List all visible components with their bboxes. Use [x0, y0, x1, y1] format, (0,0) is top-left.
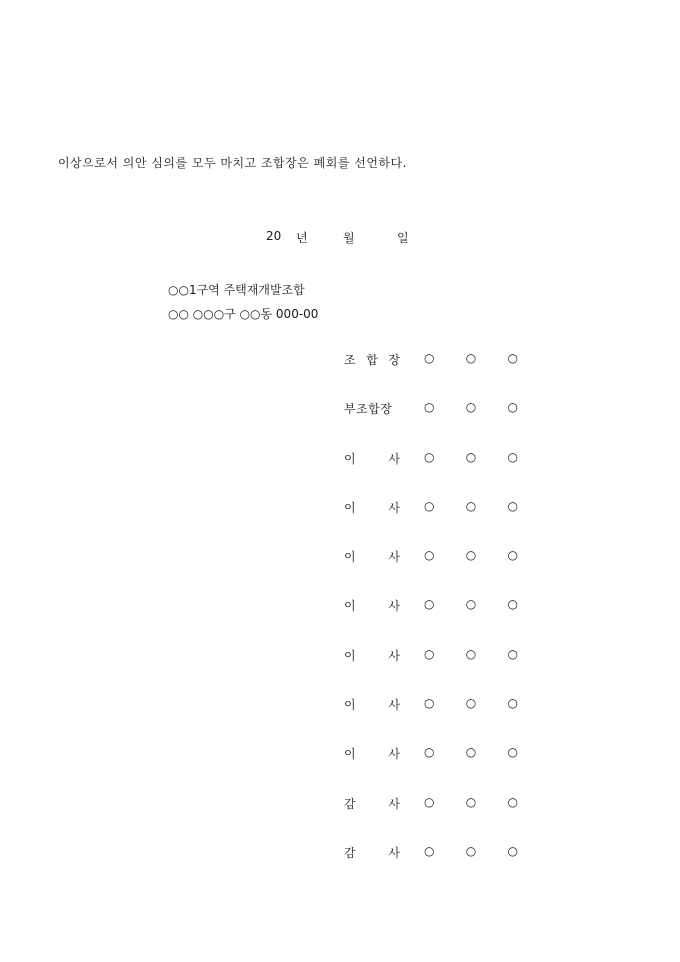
- signer-name-char: ○: [507, 646, 518, 661]
- signer-name: [424, 647, 518, 661]
- organization-block: [168, 278, 318, 326]
- signer-name-char: ○: [424, 400, 435, 415]
- signer-name-char: ○: [424, 449, 435, 464]
- signer-name-char: ○: [465, 696, 477, 711]
- signer-title: [344, 844, 400, 861]
- signer-row: [344, 745, 544, 794]
- signer-title-char: 감: [344, 796, 356, 811]
- signer-title-char: 사: [388, 550, 400, 565]
- signer-title-char: 조: [344, 353, 356, 367]
- signer-row: [344, 795, 544, 844]
- signer-title: [344, 597, 400, 614]
- signer-name: [424, 795, 518, 809]
- signer-title: [344, 400, 400, 417]
- signer-name-char: ○: [465, 548, 477, 563]
- signer-name-char: ○: [424, 696, 435, 711]
- signer-name: [424, 597, 518, 611]
- signer-title-char: 이: [344, 698, 356, 713]
- signer-name: [424, 696, 518, 710]
- signer-name-char: ○: [507, 449, 518, 464]
- signer-row: [344, 597, 544, 646]
- signer-title-char: 이: [344, 648, 356, 663]
- signer-title-char: 사: [388, 648, 400, 663]
- signer-name-char: ○: [424, 498, 435, 513]
- signer-name: [424, 745, 518, 759]
- signer-name-char: ○: [465, 351, 477, 365]
- signer-name: [424, 400, 518, 414]
- signer-name-char: ○: [424, 548, 435, 563]
- organization-name: ○○1구역 주택재개발조합: [168, 283, 305, 297]
- signer-title-char: 이: [344, 500, 356, 515]
- date-year-unit: 년: [296, 231, 308, 245]
- signer-title-char: 사: [388, 747, 400, 762]
- signer-title-text: 부조합장: [344, 402, 393, 417]
- signer-title-char: 감: [344, 845, 356, 860]
- signer-name-char: ○: [424, 597, 435, 612]
- signer-title: [344, 696, 400, 713]
- signer-name-char: ○: [424, 745, 435, 760]
- signer-row: [344, 499, 544, 548]
- signer-name-char: ○: [507, 597, 518, 612]
- signer-name-char: ○: [424, 351, 435, 365]
- signer-name-char: ○: [424, 843, 435, 858]
- signer-row: [344, 844, 544, 893]
- signer-name: [424, 548, 518, 562]
- signer-title: [344, 745, 400, 762]
- signer-title: [344, 647, 400, 664]
- signer-name-char: ○: [465, 745, 477, 760]
- signer-name-char: ○: [465, 597, 477, 612]
- signer-name: [424, 351, 518, 365]
- signer-name-char: ○: [424, 646, 435, 661]
- signer-name-char: ○: [465, 843, 477, 858]
- signer-name-char: ○: [507, 498, 518, 513]
- signer-title-char: 사: [388, 845, 400, 860]
- signer-name-char: ○: [424, 794, 435, 809]
- signer-name-char: ○: [507, 843, 518, 858]
- signer-row: [344, 450, 544, 499]
- signer-title-char: 사: [388, 500, 400, 515]
- signer-title-char: 합: [366, 353, 378, 367]
- signer-title-char: 사: [388, 698, 400, 713]
- signer-title-char: 이: [344, 747, 356, 762]
- signer-name-char: ○: [507, 696, 518, 711]
- closing-statement: 이상으로서 의안 심의를 모두 마치고 조합장은 폐회를 선언하다.: [58, 156, 407, 170]
- signer-title-char: 이: [344, 451, 356, 466]
- signer-name-char: ○: [507, 351, 518, 365]
- signer-title: [344, 351, 400, 368]
- signer-name-char: ○: [465, 498, 477, 513]
- signer-title-char: 사: [388, 599, 400, 614]
- signer-name-char: ○: [507, 794, 518, 809]
- signer-name-char: ○: [465, 794, 477, 809]
- signer-title-char: 사: [388, 796, 400, 811]
- signer-row: [344, 351, 544, 400]
- signer-title-char: 이: [344, 599, 356, 614]
- signer-name: [424, 450, 518, 464]
- signer-row: [344, 400, 544, 449]
- signer-title-char: 사: [388, 451, 400, 466]
- signer-title-char: 장: [388, 353, 400, 367]
- signature-list: [344, 351, 544, 893]
- signer-name: [424, 499, 518, 513]
- signer-title-char: 이: [344, 550, 356, 565]
- signer-name: [424, 844, 518, 858]
- signer-title: [344, 795, 400, 812]
- date-day-unit: 일: [397, 231, 409, 245]
- signer-name-char: ○: [507, 400, 518, 415]
- signer-name-char: ○: [507, 548, 518, 563]
- signer-title: [344, 499, 400, 516]
- date-line: [0, 229, 680, 245]
- date-month-unit: 월: [343, 231, 355, 245]
- organization-address: ○○ ○○○구 ○○동 000-00: [168, 307, 319, 321]
- signer-name-char: ○: [507, 745, 518, 760]
- signer-title: [344, 548, 400, 565]
- date-year: 20: [266, 229, 282, 243]
- signer-row: [344, 548, 544, 597]
- signer-name-char: ○: [465, 400, 477, 415]
- signer-row: [344, 696, 544, 745]
- signer-name-char: ○: [465, 646, 477, 661]
- signer-title: [344, 450, 400, 467]
- signer-row: [344, 647, 544, 696]
- signer-name-char: ○: [465, 449, 477, 464]
